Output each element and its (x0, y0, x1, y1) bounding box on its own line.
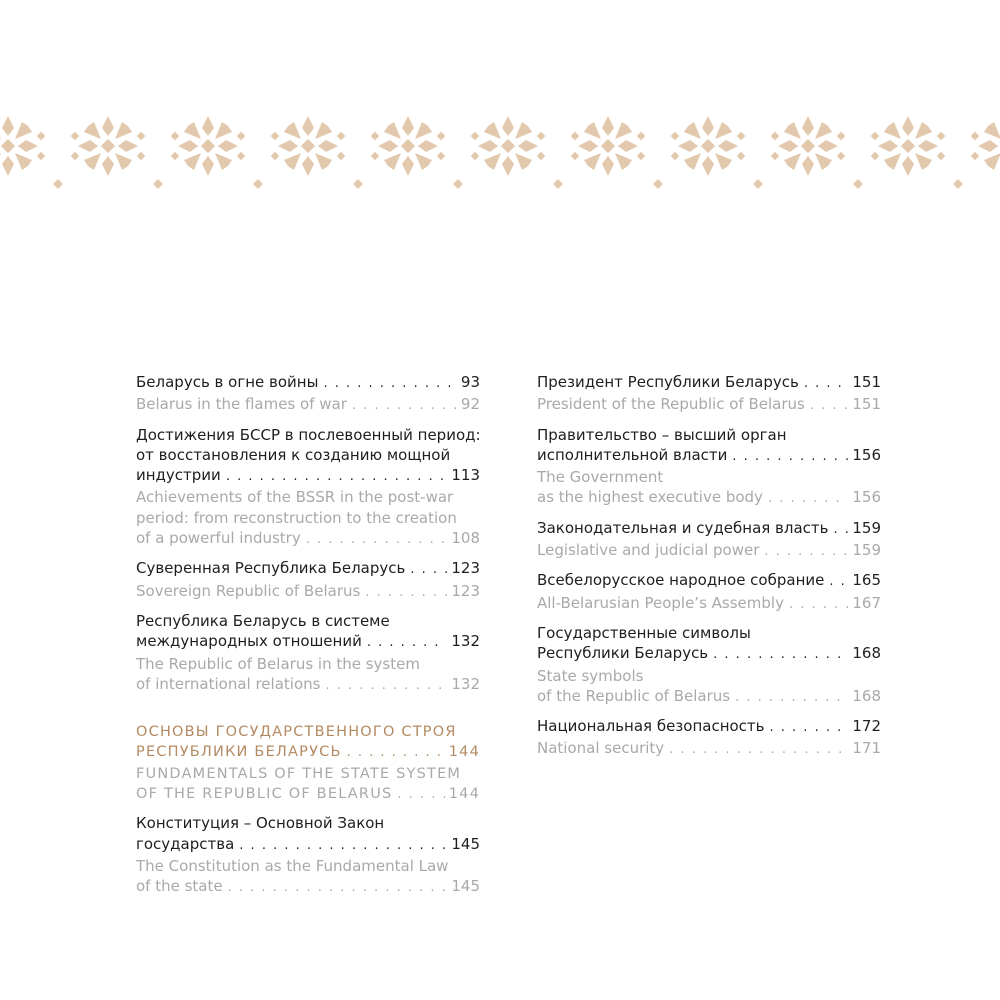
toc-line (136, 654, 480, 674)
page-number: 159 (852, 541, 881, 560)
toc-entry[interactable] (537, 518, 881, 540)
toc-title: Achievements of the BSSR in the post-war (136, 488, 454, 507)
dot-leader (365, 583, 447, 603)
toc-title: Законодательная и судебная власть (537, 518, 829, 537)
toc-entry[interactable] (136, 394, 480, 416)
toc-title: The Constitution as the Fundamental Law (136, 856, 449, 875)
toc-line (136, 581, 480, 603)
toc-title: National security (537, 739, 665, 758)
toc-title: Президент Республики Беларусь (537, 373, 799, 391)
dot-leader (829, 572, 848, 592)
diamond-dot-icon (253, 179, 263, 189)
dot-leader (669, 740, 848, 760)
toc-title: of the state (136, 877, 223, 896)
toc-line (136, 834, 480, 856)
page-number: 168 (852, 686, 881, 705)
toc-entry[interactable] (136, 558, 480, 580)
toc-title: President of the Republic of Belarus (537, 395, 805, 414)
page-number: 132 (451, 674, 480, 693)
star-motif-icon (771, 116, 845, 176)
toc-title: от восстановления к созданию мощной (136, 445, 451, 464)
page-number: 165 (852, 571, 881, 590)
toc-entry[interactable] (136, 487, 480, 550)
page-number: 123 (451, 559, 480, 578)
diamond-dot-icon (53, 179, 63, 189)
toc-title: Достижения БССР в послевоенный период: (136, 425, 481, 444)
star-motif-icon (71, 116, 145, 176)
dot-leader (239, 836, 447, 856)
toc-title: The Republic of Belarus in the system (136, 654, 420, 673)
page-number: 167 (852, 593, 881, 612)
diamond-dot-icon (953, 179, 963, 189)
toc-entry[interactable] (537, 570, 881, 592)
dot-leader (735, 688, 848, 708)
page-number: 93 (460, 373, 480, 391)
dot-leader (770, 718, 849, 738)
star-motif-icon (171, 116, 245, 176)
dot-leader (397, 785, 444, 805)
toc-title: индустрии (136, 466, 221, 485)
toc-line (537, 518, 881, 540)
toc-title: Суверенная Республика Беларусь (136, 559, 406, 578)
toc-entry[interactable] (136, 813, 480, 856)
star-motif-icon (471, 116, 545, 176)
dot-leader (768, 489, 848, 509)
toc-title: ОСНОВЫ ГОСУДАРСТВЕННОГО СТРОЯ (136, 724, 457, 741)
page-number: 145 (451, 877, 480, 896)
toc-line (537, 487, 881, 509)
dot-leader (789, 595, 848, 615)
toc-column-right (537, 372, 881, 769)
toc-title: международных отношений (136, 632, 362, 651)
toc-title: Правительство – высший орган (537, 425, 787, 444)
toc-title: of a powerful industry (136, 529, 301, 548)
toc-entry[interactable] (537, 372, 881, 394)
toc-line (136, 558, 480, 580)
dot-leader (804, 374, 849, 394)
toc-line (136, 394, 480, 416)
toc-line (537, 643, 881, 665)
page-number: 144 (448, 744, 480, 761)
toc-line (537, 394, 881, 416)
toc-title: period: from reconstruction to the creation (136, 508, 457, 527)
toc-entry[interactable] (136, 654, 480, 697)
toc-entry[interactable] (537, 716, 881, 738)
toc-title: Беларусь в огне войны (136, 373, 319, 391)
toc-entry[interactable] (537, 394, 881, 416)
toc-line (537, 593, 881, 615)
ornament-border (0, 108, 1000, 198)
dot-leader (325, 676, 447, 696)
toc-title: Legislative and judicial power (537, 541, 760, 560)
toc-title: of international relations (136, 674, 321, 693)
toc-entry[interactable] (537, 540, 881, 562)
toc-title: The Government (537, 468, 664, 487)
toc-column-left (136, 372, 480, 907)
dot-leader (347, 743, 445, 763)
dot-leader (764, 542, 848, 562)
toc-title: Государственные символы (537, 623, 751, 642)
page-number: 156 (852, 445, 881, 464)
toc-line (136, 425, 480, 445)
toc-title: All-Belarusian People’s Assembly (537, 593, 784, 612)
toc-line (136, 465, 480, 487)
toc-title: Belarus in the flames of war (136, 395, 347, 414)
diamond-dot-icon (353, 179, 363, 189)
toc-entry[interactable] (136, 425, 480, 488)
page-number: 144 (448, 786, 480, 803)
diamond-dot-icon (453, 179, 463, 189)
toc-title: Республики Беларусь (537, 644, 709, 663)
toc-line (136, 445, 480, 465)
page-number: 168 (852, 644, 881, 663)
toc-line (537, 540, 881, 562)
toc-line (136, 372, 480, 394)
toc-title: Sovereign Republic of Belarus (136, 581, 361, 600)
diamond-dot-icon (153, 179, 163, 189)
toc-entry[interactable] (136, 856, 480, 899)
toc-line (136, 813, 480, 833)
toc-title: FUNDAMENTALS OF THE STATE SYSTEM (136, 765, 462, 782)
page-number: 151 (852, 373, 881, 391)
toc-title: Конституция – Основной Закон (136, 814, 385, 833)
page-number: 113 (451, 466, 480, 485)
dot-leader (410, 560, 447, 580)
page-number: 171 (852, 739, 881, 758)
page-number: 108 (451, 529, 480, 548)
toc-title: Всебелорусское народное собрание (537, 571, 825, 590)
star-motif-icon (971, 116, 1000, 176)
toc-line (136, 508, 480, 528)
toc-line (136, 876, 480, 898)
page-number: 132 (451, 632, 480, 651)
toc-entry[interactable] (136, 581, 480, 603)
dot-leader (226, 467, 448, 487)
toc-line (537, 666, 881, 686)
toc-entry[interactable] (136, 611, 480, 654)
toc-line (537, 372, 881, 394)
toc-line (537, 570, 881, 592)
toc-line (537, 425, 881, 445)
page-number: 159 (852, 518, 881, 537)
toc-line (136, 722, 480, 742)
toc-line (537, 445, 881, 467)
dot-leader (228, 878, 448, 898)
toc-line (537, 738, 881, 760)
toc-line (136, 674, 480, 696)
diamond-dot-icon (553, 179, 563, 189)
page-number: 156 (852, 488, 881, 507)
toc-title: as the highest executive body (537, 488, 763, 507)
toc-entry[interactable] (537, 593, 881, 615)
toc-entry[interactable] (136, 372, 480, 394)
dot-leader (367, 633, 448, 653)
toc-line (136, 611, 480, 631)
toc-line (537, 686, 881, 708)
toc-entry[interactable] (537, 467, 881, 510)
toc-title: Национальная безопасность (537, 717, 765, 736)
toc-title: РЕСПУБЛИКИ БЕЛАРУСЬ (136, 744, 342, 761)
toc-entry[interactable] (136, 764, 480, 806)
dot-leader (834, 520, 849, 540)
dot-leader (713, 645, 848, 665)
toc-entry[interactable] (537, 666, 881, 709)
toc-line (136, 631, 480, 653)
dot-leader (352, 396, 457, 416)
star-motif-icon (371, 116, 445, 176)
toc-title: Республика Беларусь в системе (136, 611, 390, 630)
diamond-dot-icon (653, 179, 663, 189)
toc-entry[interactable] (136, 722, 480, 764)
dot-leader (810, 396, 849, 416)
page-number: 123 (451, 581, 480, 600)
toc-line (136, 784, 480, 805)
diamond-dot-icon (853, 179, 863, 189)
star-motif-icon (571, 116, 645, 176)
toc-line (537, 467, 881, 487)
star-motif-icon (871, 116, 945, 176)
toc-line (537, 716, 881, 738)
toc-line (136, 764, 480, 784)
toc-entry[interactable] (537, 738, 881, 760)
toc-line (136, 856, 480, 876)
dot-leader (732, 447, 848, 467)
star-motif-icon (271, 116, 345, 176)
toc-title: State symbols (537, 666, 644, 685)
dot-leader (323, 374, 456, 394)
toc-entry[interactable] (537, 425, 881, 468)
toc-title: OF THE REPUBLIC OF BELARUS (136, 786, 393, 803)
toc-title: государства (136, 834, 235, 853)
page-number: 172 (852, 717, 881, 736)
toc-line (136, 487, 480, 507)
star-motif-icon (0, 116, 45, 176)
toc-entry[interactable] (537, 623, 881, 666)
toc-title: исполнительной власти (537, 445, 728, 464)
toc-line (537, 623, 881, 643)
toc-title: of the Republic of Belarus (537, 686, 731, 705)
toc-line (136, 528, 480, 550)
diamond-dot-icon (753, 179, 763, 189)
page-number: 151 (852, 395, 881, 414)
page-number: 145 (451, 834, 480, 853)
star-motif-icon (671, 116, 745, 176)
toc-line (136, 742, 480, 763)
dot-leader (306, 530, 448, 550)
page-number: 92 (460, 395, 480, 414)
